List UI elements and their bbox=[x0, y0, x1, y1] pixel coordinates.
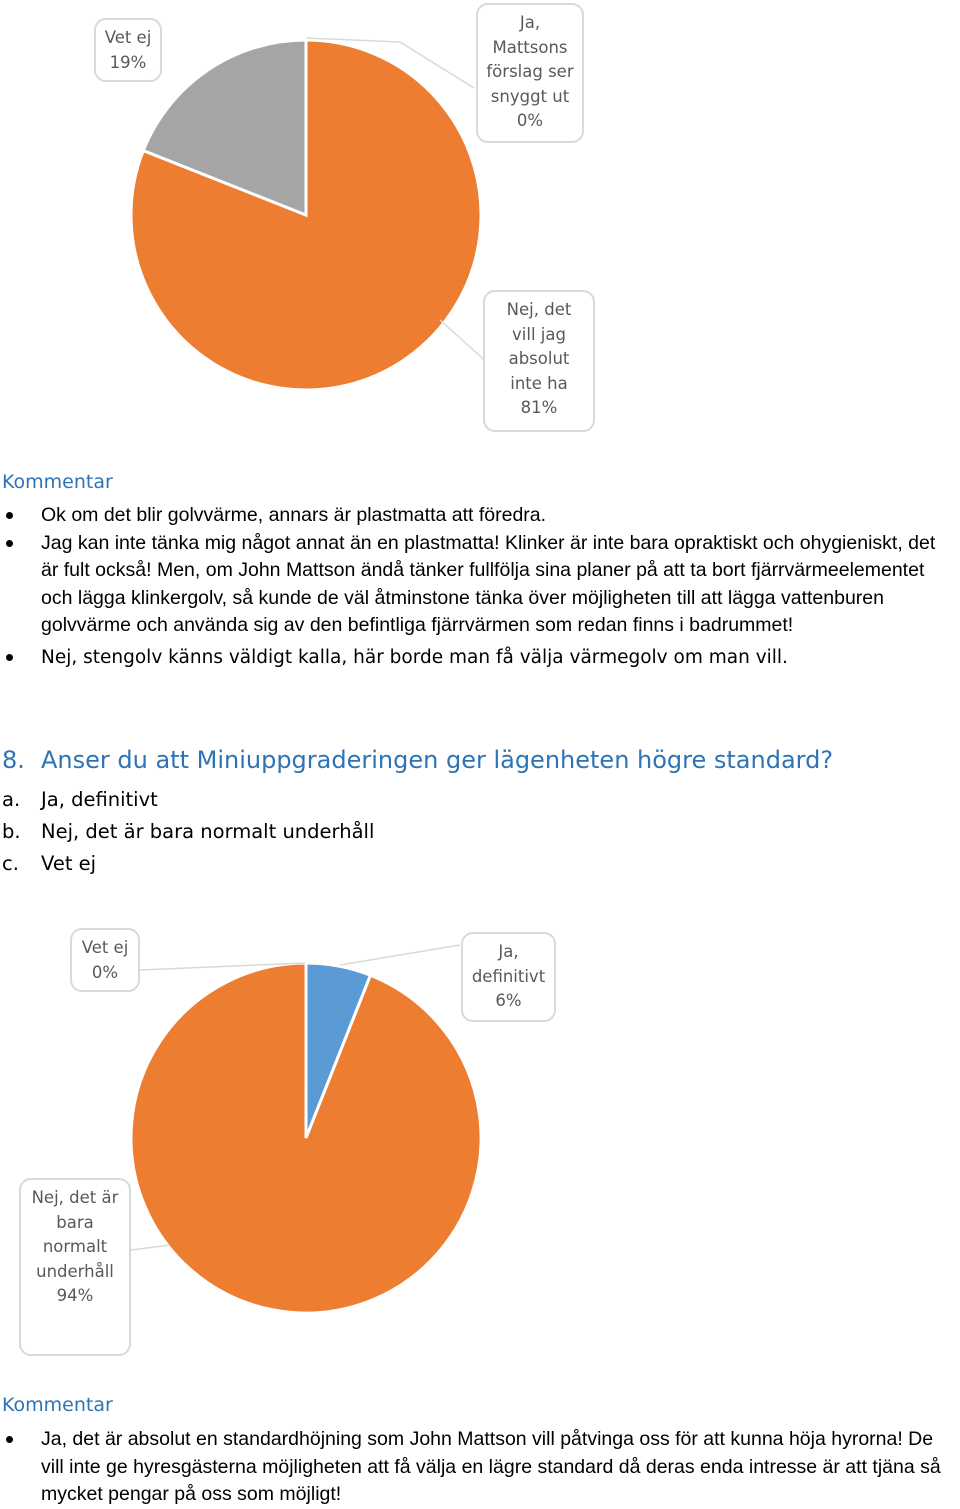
callout-ja: Ja, definitivt 6% bbox=[461, 932, 556, 1022]
option-c bbox=[2, 848, 374, 880]
pie-chart-1 bbox=[0, 0, 960, 440]
option-letter: c. bbox=[2, 852, 19, 875]
callout-vet-ej: Vet ej 0% bbox=[70, 928, 140, 992]
callout-nej: Nej, det är bara normalt underhåll 94% bbox=[19, 1178, 131, 1356]
option-a bbox=[2, 784, 374, 816]
callout-nej: Nej, det vill jag absolut inte ha 81% bbox=[483, 290, 595, 432]
comment-item: Ok om det blir golvvärme, annars är plastmatta att föredra. bbox=[0, 502, 958, 530]
comment-heading-1: Kommentar bbox=[2, 471, 113, 493]
question-text: Anser du att Miniuppgraderingen ger lägenheten högre standard? bbox=[41, 746, 834, 774]
comment-item: Jag kan inte tänka mig något annat än en plastmatta! Klinker är inte bara opraktiskt och ohygieniskt, det är fult också! Men, om John Mattson ändå tänker fullfölja sina planer på att ta bort fjärrvärmeelementet och lägga klinkergolv, så kunde de väl åtminstone tänka över möjligheten till att lägga vattenburen golvvärme och använda sig av den befintliga fjärrvärmen som redan finns i badrummet! bbox=[0, 530, 958, 640]
option-text: Ja, definitivt bbox=[41, 788, 158, 811]
leader-line bbox=[340, 945, 460, 965]
pie-slice bbox=[131, 963, 481, 1313]
option-letter: b. bbox=[2, 820, 21, 843]
answer-options bbox=[2, 784, 374, 880]
option-b bbox=[2, 816, 374, 848]
option-letter: a. bbox=[2, 788, 21, 811]
callout-vet-ej: Vet ej 19% bbox=[94, 18, 162, 82]
pie-chart-2 bbox=[0, 920, 960, 1370]
comment-item: Ja, det är absolut en standardhöjning som John Mattson vill påtvinga oss för att kunna höja hyrorna! De vill inte ge hyresgästerna möjligheten att få välja en lägre standard då deras enda intresse är att tjäna så mycket pengar på oss som möjligt! bbox=[0, 1426, 958, 1509]
question-number: 8. bbox=[2, 746, 25, 774]
callout-ja: Ja, Mattsons förslag ser snyggt ut 0% bbox=[476, 3, 584, 143]
question-heading bbox=[2, 746, 833, 774]
comment-list-2 bbox=[0, 1426, 958, 1509]
option-text: Vet ej bbox=[41, 852, 97, 875]
option-text: Nej, det är bara normalt underhåll bbox=[41, 820, 375, 843]
comment-heading-2: Kommentar bbox=[2, 1394, 113, 1416]
comment-list-1 bbox=[0, 502, 958, 671]
leader-line bbox=[131, 1245, 170, 1250]
comment-item: Nej, stengolv känns väldigt kalla, här borde man få välja värmegolv om man vill. bbox=[0, 644, 958, 671]
